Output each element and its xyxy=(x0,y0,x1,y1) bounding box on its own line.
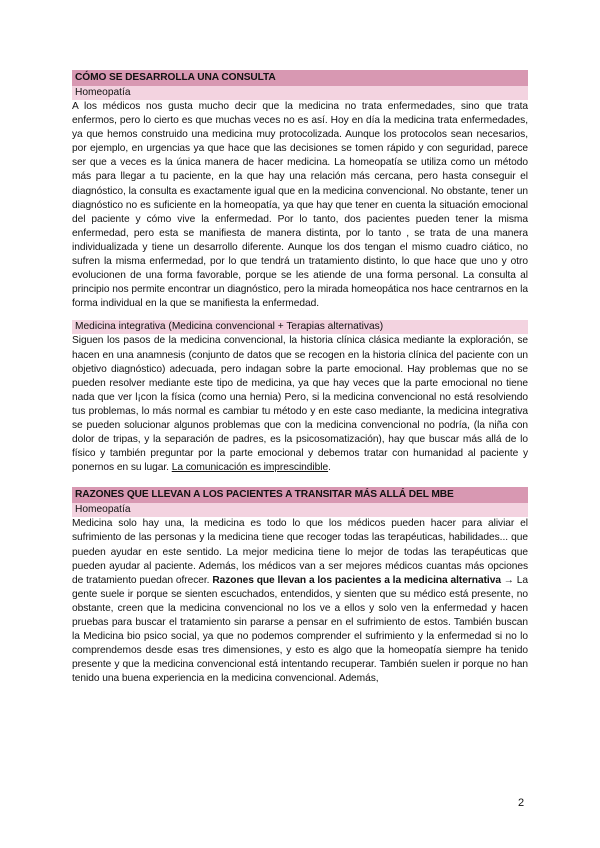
section-heading-razones: RAZONES QUE LLEVAN A LOS PACIENTES A TRANSITAR MÁS ALLÁ DEL MBE xyxy=(72,487,528,503)
paragraph-homeopatia-consulta: A los médicos nos gusta mucho decir que la medicina no trata enfermedades, sino que trata enfermos, pero lo cierto es que muchas veces no es así. Hoy en día la medicina trata enfermedades, ya que hemos construido una medicina muy protocolizada. Aunque los protocolos sean necesarios, por ejemplo, en urgencias ya que hace que las decisiones se tomen rápido y con seguridad, parece ser que a veces es la única manera de hacer medicina. La homeopatía se utiliza como un método más para llegar a tu paciente, en la que hay una relación más cercana, pero hasta conseguir el diagnóstico, la consulta es exactamente igual que en la medicina convencional. No obstante, tener un diagnóstico no es suficiente en la homeopatía, ya que hay que tener en cuenta la situación emocional del paciente y cómo vive la enfermedad. Por lo tanto, dos pacientes pueden tener la misma enfermedad, pero esta se manifiesta de manera distinta, por lo tanto , se trata de una manera individualizada y tiene un desarrollo diferente. Aunque los dos tengan el mismo cuadro ciático, no sufren la misma enfermedad, por lo que tendrá un tratamiento distinto, lo que hace que uno y otro evolucionen de una forma favorable, porque se les atiende de una forma personal. La consulta al principio nos permite encontrar un diagnóstico, pero la mirada homeopática nos hace centrarnos en la forma individual en la que se manifiesta la enfermedad. xyxy=(72,101,528,310)
paragraph-end: . xyxy=(328,462,331,474)
paragraph-text: Medicina solo hay una, la medicina es todo lo que los médicos pueden hacer para aliviar el sufrimiento de las personas y la medicina tiene que recoger todas las terapéuticas, habilidades... que pueden ayudar en este sentido. La mejor medicina tiene lo mejor de todas las terapéuticas que pueden ayudar al paciente. Además, los médicos van a ser mejores médicos cuantas más opciones de tratamiento puedan ofrecer. xyxy=(72,518,528,586)
paragraph-text: Siguen los pasos de la medicina convencional, la historia clínica clásica mediante la exploración, se hacen en una anamnesis (conjunto de datos que se recogen en la historia clínica del paciente con un objetivo diagnóstico) adecuada, pero indagan sobre la parte emocional. Hay problemas que no se pueden resolver mediante este tipo de medicina, ya que hay veces que la parte emocional no tiene nada que ver l¡con la física (como una hernia) Pero, si la medicina convencional no está resolviendo tus problemas, lo más normal es cambiar tu método y en este caso mediante, la medicina integrativa se pueden solucionar algunos problemas que con la medicina convencional no podría, (la niña con dolor de tripas, y la separación de padres, es la psicosomatización), hay que buscar más allá de lo físico y también preguntar por la parte emocional y debemos tratar con humanidad al paciente y ponernos en su lugar. xyxy=(72,335,528,474)
subheading-medicina-integrativa: Medicina integrativa (Medicina convencional + Terapias alternativas) xyxy=(72,320,528,334)
page-number: 2 xyxy=(518,797,525,809)
subheading-homeopatia-2: Homeopatía xyxy=(72,503,528,517)
paragraph-razones xyxy=(72,517,528,686)
bold-text: Razones que llevan a los pacientes a la medicina alternativa xyxy=(212,574,501,586)
underlined-text: La comunicación es imprescindible xyxy=(171,462,329,474)
document-page xyxy=(72,70,528,686)
paragraph-medicina-integrativa xyxy=(72,334,528,475)
paragraph-end: → La gente suele ir porque se sienten escuchados, entendidos, y sienten que su médico está presente, no obstante, creen que la medicina convencional no los ve a ellos y solo ven la enfermedad y hacen pruebas para buscar el tratamiento sin pararse a pensar en el sufrimiento de estos. También buscan la Medicina bio psico social, ya que no podemos comprender el sufrimiento y la enfermedad si no lo comprendemos desde esas tres dimensiones, y esto es algo que la homeopatía siempre ha tenido presente y que la medicina convencional está intentando recuperar. También suelen ir porque no han tenido una buena experiencia en la medicina convencional. Además, xyxy=(72,574,528,685)
section-heading-consulta: CÓMO SE DESARROLLA UNA CONSULTA xyxy=(72,70,528,86)
subheading-homeopatia: Homeopatía xyxy=(72,86,528,100)
